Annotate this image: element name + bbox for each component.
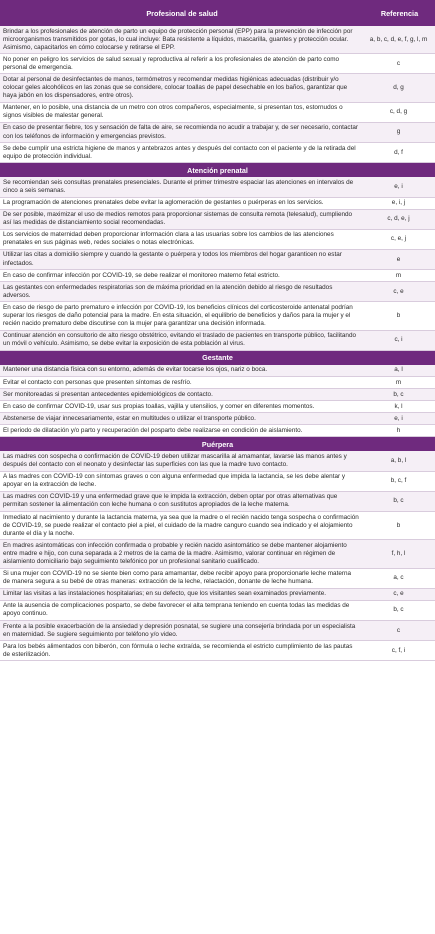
section-title: Gestante	[0, 351, 435, 365]
recommendation-text: Ante la ausencia de complicaciones posparto, se debe favorecer el alta temprana teniendo en cuenta todas las medidas de apoyo continuo.	[3, 602, 350, 618]
recommendation-text: Continuar atención en consultorio de alto riesgo obstétrico, evitando el traslado de pacientes en transporte público, facilitando un móvil o vehículo. Asimismo, se debe evitar la exposición de esta población al virus.	[3, 332, 357, 348]
recommendation-text: Los servicios de maternidad deben proporcionar información clara a las usuarias sobre los cambios de las atenciones prenatales en sus páginas web, redes sociales o notas electrónicas.	[3, 231, 334, 247]
recommendation-text: Mantener, en lo posible, una distancia de un metro con otros compañeros, especialmente, si presentan tos, estornudos o signos visibles de malestar general.	[3, 104, 343, 120]
recommendation-text: Frente a la posible exacerbación de la ansiedad y depresión posnatal, se sugiere una consejería brindada por un especialista en maternidad. Se sugiere seguimiento por teléfono y/o video.	[3, 622, 356, 638]
recommendation-text: Las gestantes con enfermedades respiratorias son de máxima prioridad en la atención debido al riesgo de resultados adversos.	[3, 283, 333, 299]
reference-cell: d, g	[393, 84, 404, 92]
recommendation-text: Mantener una distancia física con su entorno, además de evitar tocarse los ojos, nariz o boca.	[3, 366, 268, 374]
table-row	[0, 198, 435, 210]
table-row	[0, 425, 435, 437]
recommendation-text: Dotar al personal de desinfectantes de manos, termómetros y recomendar medidas higiénicas adecuadas (distribuir y/o colocar geles alcohólicos en las zonas que se considere, colocar toallas de papel desechable en los baños, garantizar que haya jabón en los dispensadores, entre otros).	[3, 75, 348, 100]
recommendation-text: Brindar a los profesionales de atención de parto un equipo de protección personal (EPP) para la prevención de infección por microorganismos transmitidos por gotas, lo cual incluye: Bata resistente a líquidos, mascarilla, guantes y protección ocular. Asimismo, capacitarlos en cómo colocarse y retirarse el EPP.	[3, 27, 353, 51]
reference-cell: m	[395, 378, 402, 386]
reference-cell: e, i	[394, 182, 403, 190]
reference-cell: a, l	[394, 366, 403, 374]
reference-cell: b, c	[393, 497, 404, 505]
recommendation-text: Si una mujer con COVID-19 no se siente bien como para amamantar, debe recibir apoyo para proporcionarle leche materna de manera segura a su bebé de otras maneras: extracción de la leche, relactación, donante de leche humana.	[3, 570, 352, 586]
reference-cell: b, c	[393, 390, 404, 398]
reference-cell: k, l	[394, 402, 403, 410]
recommendation-text: En caso de riesgo de parto prematuro e infección por COVID-19, los beneficios clínicos del corticosteroide antenatal podrían superar los riesgos de daño potencial para la madre. En esta situación, el equilibrio de beneficios y daños para la mujer y el recién nacido prematuro debe discutirse con la mujer para garantizar una decisión informada.	[3, 303, 353, 328]
table-row	[0, 250, 435, 270]
table-row	[0, 589, 435, 601]
table-row	[0, 26, 435, 54]
recommendation-text: Se debe cumplir una estricta higiene de manos y antebrazos antes y después del contacto con el paciente y de la retirada del equipo de protección individual.	[3, 144, 356, 160]
recommendation-text: El periodo de dilatación y/o parto y recuperación del posparto debe realizarse en condición de aislamiento.	[3, 426, 303, 434]
reference-cell: e, i, j	[391, 199, 406, 206]
recommendation-text: Inmediato al nacimiento y durante la lactancia materna, ya sea que la madre o el recién nacido tenga sospecha o confirmación de COVID-19, se puede realizar el contacto piel a piel, el cuidado de la madre canguro cuando sea indicado y el alojamiento durante el día y la noche.	[3, 513, 359, 537]
table-row	[0, 302, 435, 330]
table-row	[0, 492, 435, 512]
recommendation-text: La programación de atenciones prenatales debe evitar la aglomeración de gestantes o puérperas en los servicios.	[3, 199, 324, 206]
section-rows	[0, 177, 435, 351]
reference-cell: c, f, i	[391, 646, 406, 654]
section-title: Atención prenatal	[0, 163, 435, 177]
header-professional: Profesional de salud	[146, 8, 218, 18]
table-row	[0, 540, 435, 568]
section-3	[0, 437, 435, 661]
recommendation-text: Se recomiendan seis consultas prenatales presenciales. Durante el primer trimestre espaciar las atenciones en intervalos de cinco a seis semanas.	[3, 178, 354, 194]
recommendation-text: De ser posible, maximizar el uso de medios remotos para proporcionar sistemas de consulta remota (telesalud), cumpliendo así las medidas de distanciamiento social recomendadas.	[3, 211, 353, 227]
table-header	[0, 0, 435, 26]
table-row	[0, 401, 435, 413]
recommendation-text: Las madres con COVID-19 y una enfermedad grave que le impida la extracción, deben optar por otras alternativas que permitan sostener la alimentación con leche humana o con sustitutos apropiados de la leche materna.	[3, 493, 338, 509]
table-row	[0, 621, 435, 641]
table-row	[0, 413, 435, 425]
table-row	[0, 270, 435, 282]
header-reference: Referencia	[380, 8, 419, 18]
reference-cell: d, f	[394, 148, 403, 156]
reference-cell: b	[396, 312, 401, 320]
recommendation-text: En caso de confirmar infección por COVID-19, se debe realizar el monitoreo materno fetal estricto.	[3, 271, 280, 279]
reference-cell: h	[396, 426, 401, 434]
table-row	[0, 143, 435, 163]
recommendation-text: Evitar el contacto con personas que presenten síntomas de resfrío.	[3, 378, 192, 386]
section-rows	[0, 365, 435, 438]
table-row	[0, 103, 435, 123]
recommendation-text: Abstenerse de viajar innecesariamente, estar en multitudes o utilizar el transporte público.	[3, 414, 256, 422]
table-row	[0, 512, 435, 540]
section-0	[0, 26, 435, 163]
reference-cell: c, d, e, j	[387, 215, 410, 223]
reference-cell: c, d, g	[389, 108, 408, 116]
table-row	[0, 569, 435, 589]
table-body	[0, 26, 435, 661]
recommendation-text: Limitar las visitas a las instalaciones hospitalarias; en su defecto, que los visitantes sean examinados previamente.	[3, 590, 326, 598]
reference-cell: b	[396, 521, 401, 529]
section-rows	[0, 26, 435, 163]
reference-cell: c	[396, 626, 401, 634]
section-2	[0, 351, 435, 438]
reference-cell: b, c	[393, 606, 404, 614]
reference-cell: b, c, f	[390, 477, 407, 485]
section-title: Puérpera	[0, 437, 435, 451]
recommendation-text: En madres asintomáticas con infección confirmada o probable y recién nacido asintomático se debe mantener alojamiento entre madre e hijo, con cuna separada a 2 metros de la cama de la madre. Asimismo, valorar continuar en régimen de aislamiento domiciliario bajo seguimiento telefónico por un profesional sanitario cualificado.	[3, 541, 347, 565]
table-row	[0, 472, 435, 492]
reference-cell: c	[396, 59, 401, 67]
table-row	[0, 230, 435, 250]
table-row	[0, 377, 435, 389]
reference-cell: c, e, j	[390, 235, 407, 243]
table-row	[0, 365, 435, 377]
recommendation-text: Ser monitoreadas si presentan antecedentes epidemiológicos de contacto.	[3, 390, 213, 398]
reference-cell: g	[396, 128, 401, 136]
reference-cell: f, h, l	[391, 549, 406, 557]
recommendation-text: Utilizar las citas a domicilio siempre y cuando la gestante o puérpera y todos los miembros del hogar garanticen no estar infectados.	[3, 251, 342, 267]
table-row	[0, 601, 435, 621]
recommendation-text: A las madres con COVID-19 con síntomas graves o con alguna enfermedad que impida la lactancia, se les debe alentar y apoyar en la extracción de leche.	[3, 473, 346, 489]
recommendation-text: Las madres con sospecha o confirmación de COVID-19 deben utilizar mascarilla al amamantar, lavarse las manos antes y después del contacto con el neonato y desinfectar las superficies con las que la madre tuvo contacto.	[3, 452, 347, 469]
recommendation-text: En caso de presentar fiebre, tos y sensación de falta de aire, se recomienda no acudir a trabajar y, de ser necesario, contactar con los teléfonos de información y emergencias previstos.	[3, 124, 358, 140]
reference-cell: c, e	[393, 287, 404, 295]
reference-cell: m	[395, 271, 402, 279]
reference-cell: a, b, c, d, e, f, g, l, m	[369, 35, 428, 43]
reference-cell: a, c	[393, 574, 404, 582]
recommendation-text: En caso de confirmar COVID-19, usar sus propias toallas, vajilla y utensilios, y comer en diferentes momentos.	[3, 402, 315, 410]
table-row	[0, 641, 435, 661]
table-row	[0, 74, 435, 102]
table-row	[0, 54, 435, 74]
table-row	[0, 451, 435, 471]
reference-cell: e, i	[394, 414, 403, 422]
reference-cell: c, e	[393, 590, 404, 598]
section-1	[0, 163, 435, 351]
reference-cell: a, b, l	[390, 457, 407, 465]
table-row	[0, 210, 435, 230]
reference-cell: e	[396, 255, 401, 263]
table-row	[0, 331, 435, 351]
table-row	[0, 123, 435, 143]
table-row	[0, 282, 435, 302]
reference-cell: c, i	[394, 336, 403, 344]
recommendation-text: Para los bebés alimentados con biberón, con fórmula o leche extraída, se recomienda el estricto cumplimiento de las pautas de esterilización.	[3, 642, 353, 658]
recommendation-text: No poner en peligro los servicios de salud sexual y reproductiva al referir a los profesionales de atención de parto como personal de emergencia.	[3, 55, 340, 71]
table-row	[0, 177, 435, 197]
section-rows	[0, 451, 435, 661]
table-row	[0, 389, 435, 401]
